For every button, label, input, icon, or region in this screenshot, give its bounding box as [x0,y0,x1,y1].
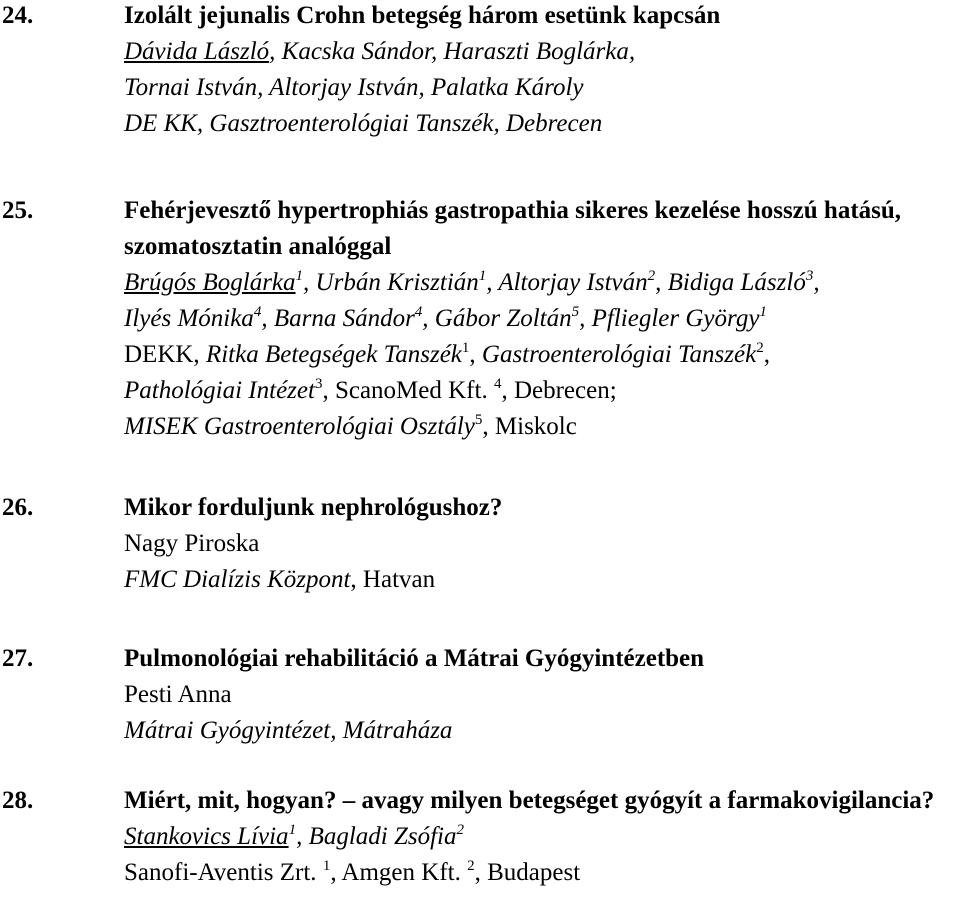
entry-number: 27. [2,645,34,672]
entry-number: 24. [2,2,34,29]
entry-institution: Sanofi-Aventis Zrt. $^1$, Amgen Kft. $^2$, Budapest [124,858,581,886]
entry-title: Miért, mit, hogyan? – avagy milyen betegséget gyógyít a farmakovigilancia? [124,787,935,814]
entry-title: Mikor forduljunk nephrológushoz? [124,494,503,521]
entry-title: Pulmonológiai rehabilitáció a Mátrai Gyógyintézetben [124,645,705,672]
entry-authors: Brúgós Boglárka$^1$, Urbán Krisztián$^1$, Altorjay István$^2$, Bidiga László$^3$, [124,268,820,296]
entry-institution-cont: MISEK Gastroenterológiai Osztály$^5$, Miskolc [124,412,577,440]
author-name: Altorjay István [498,269,648,296]
entry-authors: Dávida László, Kacska Sándor, Haraszti Boglárka, [124,38,636,65]
entry-authors: Stankovics Lívia$^1$, Bagladi Zsófia$^2$ [124,822,464,850]
entry-number: 28. [2,787,34,814]
presenting-author: Brúgós Boglárka [124,269,296,296]
author-name: Bidiga László [667,269,806,296]
author-name: Barna Sándor [273,305,415,332]
entry-authors-cont: Tornai István, Altorjay István, Palatka Károly [124,74,584,101]
entry-institution: Mátrai Gyógyintézet, Mátraháza [124,717,453,744]
author-name: Pfliegler György [591,305,760,332]
author-name: Bagladi Zsófia [308,823,457,850]
entry-institution: DEKK, Ritka Betegségek Tanszék$^1$, Gastroenterológiai Tanszék$^2$, [124,340,770,368]
entry-institution: FMC Dialízis Központ, Hatvan [124,566,436,593]
entry-number: 26. [2,494,34,521]
entry-author: Nagy Piroska [124,530,260,557]
entry-authors-cont: Ilyés Mónika$^4$, Barna Sándor$^4$, Gábor Zoltán$^5$, Pfliegler György$^1$ [124,304,767,332]
entry-author: Pesti Anna [124,681,232,708]
entry-number: 25. [2,197,34,224]
presenting-author: Stankovics Lívia [124,823,289,850]
entry-title: Izolált jejunalis Crohn betegség három esetünk kapcsán [124,2,721,29]
author-name: Gábor Zoltán [434,305,572,332]
entry-institution: DE KK, Gasztroenterológiai Tanszék, Debrecen [124,110,603,137]
entry-title: Fehérjevesztő hypertrophiás gastropathia sikeres kezelése hosszú hatású, szomatosztatin analóggal [124,197,902,260]
author-name: Ilyés Mónika [124,305,254,332]
entry-institution-cont: Pathológiai Intézet$^3$, ScanoMed Kft. $^4$, Debrecen; [124,376,617,404]
presenting-author: Dávida László [124,38,270,65]
author-name: Urbán Krisztián [315,269,479,296]
